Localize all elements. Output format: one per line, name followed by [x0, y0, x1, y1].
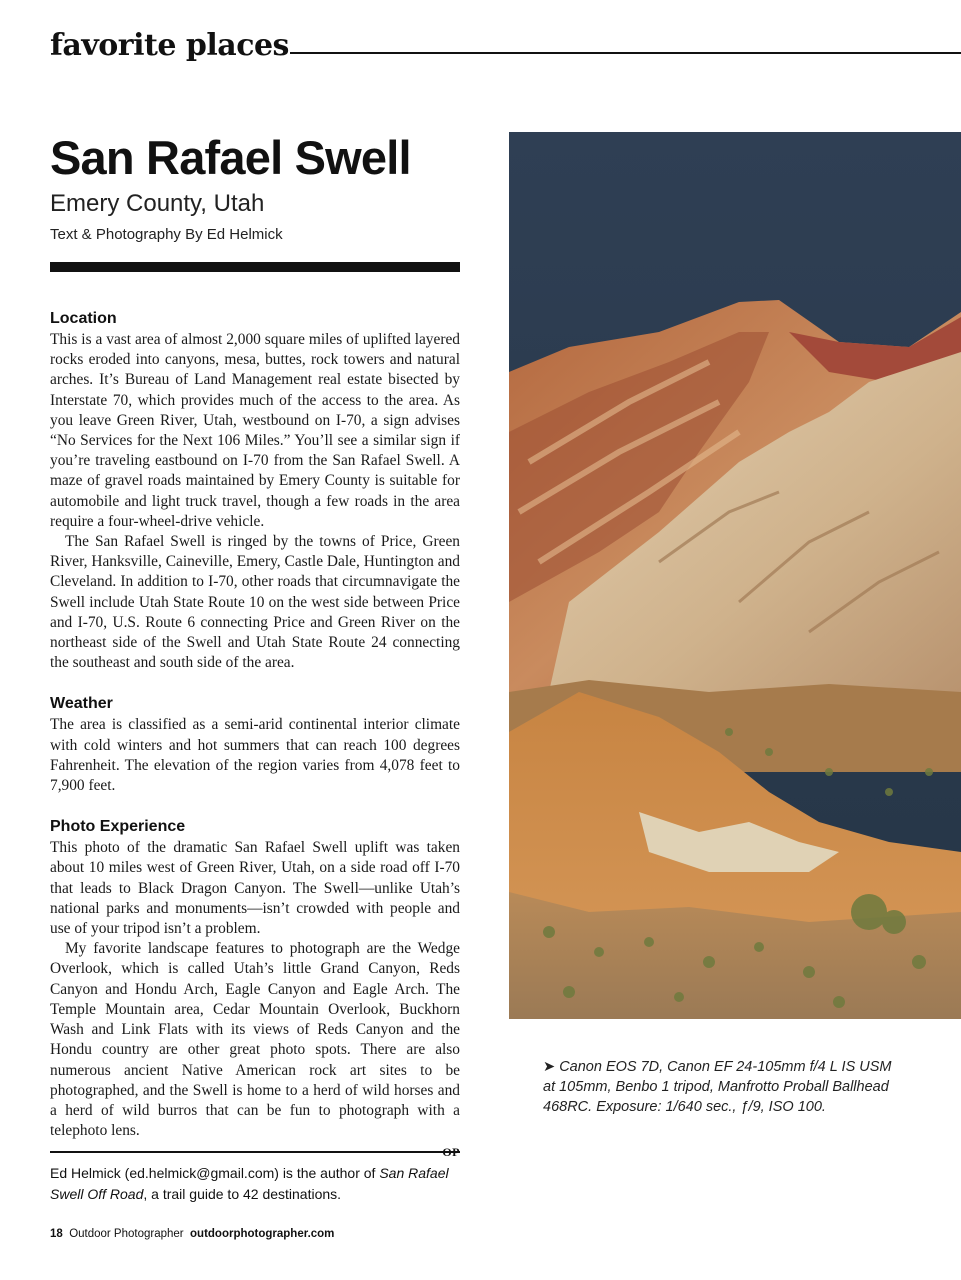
paragraph: My favorite landscape features to photograph are the Wedge Overlook, which is called Utah’s little Grand Canyon, Reds Canyon and Hondu Arch, Eagle Canyon and Eagle Arch. The Temple Mountain area, Cedar Mountain Overlook, Buckhorn Wash and Link Flats with its views of Reds Canyon and the Hondu country are other great photo spots. There are also numerous ancient Native American rock art sites to be photographed, and the Swell is home to a herd of wild horses and a herd of wild burros that can be fun to photograph with a telephoto lens. — [50, 940, 460, 1140]
paragraph: This photo of the dramatic San Rafael Swell uplift was taken about 10 miles west of Green River, Utah, on a side road off I-70 that leads to Black Dragon Canyon. The Swell—unlike Utah’s national parks and monuments—isn’t crowded with people and use of your tripod isn’t a problem. — [50, 839, 460, 938]
section-rule — [290, 52, 961, 54]
article-body — [50, 308, 460, 1160]
bio-text: Ed Helmick (ed.helmick@gmail.com) is the author of — [50, 1165, 380, 1181]
caption-text: Canon EOS 7D, Canon EF 24-105mm f/4 L IS USM at 105mm, Benbo 1 tripod, Manfrotto Proball Ballhead 468RC. Exposure: 1/640 sec., ƒ/9, ISO 100. — [543, 1059, 892, 1115]
magazine-name: Outdoor Photographer — [69, 1228, 184, 1240]
page-number: 18 — [50, 1228, 63, 1240]
article-subtitle: Emery County, Utah — [50, 190, 265, 217]
section-heading-photo-experience: Photo Experience — [50, 818, 186, 836]
article-title: San Rafael Swell — [50, 131, 411, 184]
paragraph: The San Rafael Swell is ringed by the towns of Price, Green River, Hanksville, Caineville, Emery, Castle Dale, Huntington and Cleveland. In addition to I-70, other roads that circumnavigate the Swell include Utah State Route 10 on the west side between Price and I-70, U.S. Route 6 connecting Price and Green River on the northeast side of the Swell and Utah State Route 24 connecting the southeast and south side of the area. — [50, 533, 460, 672]
paragraph: The area is classified as a semi-arid continental interior climate with cold winters and hot summers that can reach 100 degrees Fahrenheit. The elevation of the region varies from 4,078 feet to 7,900 feet. — [50, 716, 460, 795]
paragraph: This is a vast area of almost 2,000 square miles of uplifted layered rocks eroded into canyons, mesa, buttes, rock towers and natural arches. It’s Bureau of Land Management real estate bisected by Interstate 70, which provides much of the access to the area. As you leave Green River, Utah, westbound on I-70, a sign advises “No Services for the Next 106 Miles.” You’ll see a similar sign if you’re traveling eastbound on I-70 from the San Rafael Swell. A maze of gravel roads maintained by Emery County is suitable for automobile and light truck travel, though a few roads in the area require a four-wheel-drive vehicle. — [50, 331, 460, 530]
book-title: San Rafael Swell Off Road — [50, 1165, 449, 1202]
landscape-photo — [509, 132, 961, 1019]
section-header — [50, 28, 961, 78]
article-byline: Text & Photography By Ed Helmick — [50, 226, 283, 243]
section-heading-location: Location — [50, 310, 117, 327]
section-title: favorite places — [50, 28, 289, 63]
bio-divider — [50, 1151, 460, 1153]
page-footer — [50, 1228, 334, 1240]
article-headline — [50, 128, 480, 243]
arrow-icon: ➤ — [543, 1059, 556, 1075]
photo-caption — [543, 1057, 903, 1117]
section-heading-weather: Weather — [50, 695, 113, 713]
website-link[interactable]: outdoorphotographer.com — [190, 1228, 335, 1240]
author-bio — [50, 1163, 460, 1205]
bio-text-end: , a trail guide to 42 destinations. — [143, 1186, 342, 1202]
title-divider — [50, 262, 460, 272]
